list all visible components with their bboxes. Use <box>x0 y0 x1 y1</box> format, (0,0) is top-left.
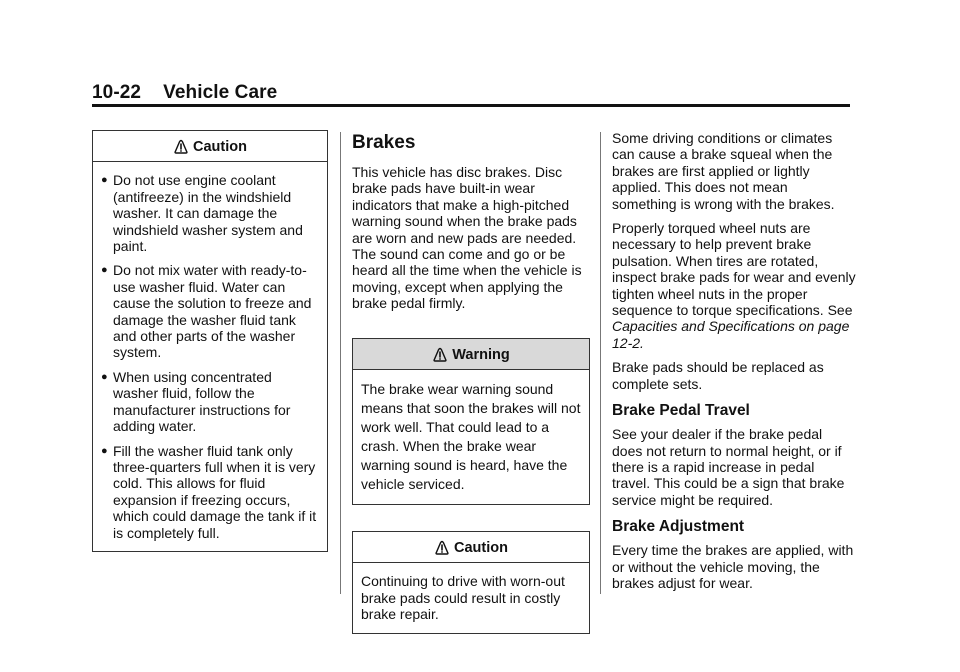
caution-list-item: ● Fill the washer fluid tank only three-quarters full when it is very cold. This allows for fluid expansion if freezing occurs, which could damage the tank if it is completely full. <box>101 442 317 541</box>
bullet-icon: ● <box>101 370 108 383</box>
caution-body <box>93 162 327 551</box>
caution-text: Continuing to drive with worn-out brake pads could result in costly brake repair. <box>361 573 565 623</box>
brake-adjustment-heading: Brake Adjustment <box>612 518 745 536</box>
caution-list-item: ● Do not use engine coolant (antifreeze) in the windshield washer. It can damage the windshield washer system and paint. <box>101 172 303 255</box>
brake-squeal-text: Some driving conditions or climates can cause a brake squeal when the brakes are first applied or lightly applied. This does not mean something is wrong with the brakes. <box>612 130 835 212</box>
brake-pedal-travel-text: See your dealer if the brake pedal does not return to normal height, or if there is a rapid increase in pedal travel. This could be a sign that brake service might be required. <box>612 426 845 508</box>
bullet-icon: ● <box>101 444 108 457</box>
caution-title: Caution <box>193 139 247 155</box>
warning-text: The brake wear warning sound means that soon the brakes will not work well. That could lead to a crash. When the brake wear warning sound is heard, have the vehicle serviced. <box>361 381 581 493</box>
brake-adjustment-text: Every time the brakes are applied, with or without the vehicle moving, the brakes adjust for wear. <box>612 542 854 591</box>
header-rule <box>92 104 850 107</box>
caution-title: Caution <box>454 540 508 557</box>
caution-icon <box>434 540 450 556</box>
page-number: 10-22 <box>92 82 142 103</box>
column-3 <box>612 130 856 599</box>
bullet-icon: ● <box>101 174 108 187</box>
column-divider-2 <box>600 132 601 594</box>
brakes-intro: This vehicle has disc brakes. Disc brake pads have built-in wear indicators that make a high-pitched warning sound when the brake pads are worn and new pads are needed. The sound can come and go or be heard all the time when the vehicle is moving, except when applying the brake pedal firmly. <box>352 164 582 312</box>
section-title: Vehicle Care <box>163 82 278 103</box>
warning-icon <box>432 347 448 363</box>
caution-box-washer <box>92 130 328 552</box>
caution-icon <box>173 139 189 155</box>
caution-box-brakes <box>352 531 590 634</box>
caution-title-bar <box>353 532 589 563</box>
caution-body <box>353 563 589 632</box>
caution-list <box>101 172 319 541</box>
caution-list-item: ● Do not mix water with ready-to-use washer fluid. Water can cause the solution to freeze and damage the washer fluid tank and other parts of the washer system. <box>101 262 312 361</box>
brakes-heading: Brakes <box>352 132 416 153</box>
column-1 <box>92 130 328 552</box>
page-header <box>92 82 277 104</box>
wheel-nuts-text: Properly torqued wheel nuts are necessary to help prevent brake pulsation. When tires are rotated, inspect brake pads for wear and evenly tighten wheel nuts in the proper sequence to torque specifications. See Capacities and Specifications on page 12-2. <box>612 220 856 351</box>
column-2 <box>352 130 590 634</box>
warning-title: Warning <box>452 346 510 363</box>
bullet-icon: ● <box>101 264 108 277</box>
brake-pedal-travel-heading: Brake Pedal Travel <box>612 402 750 420</box>
warning-body <box>353 370 589 504</box>
warning-box <box>352 338 590 505</box>
column-divider-1 <box>340 132 341 594</box>
caution-title-bar <box>93 131 327 162</box>
brake-pads-text: Brake pads should be replaced as complete sets. <box>612 359 824 392</box>
warning-title-bar <box>353 339 589 370</box>
capacities-reference-link[interactable]: Capacities and Specifications on page 12-2. <box>612 318 850 351</box>
caution-list-item: ● When using concentrated washer fluid, follow the manufacturer instructions for adding water. <box>101 368 291 435</box>
